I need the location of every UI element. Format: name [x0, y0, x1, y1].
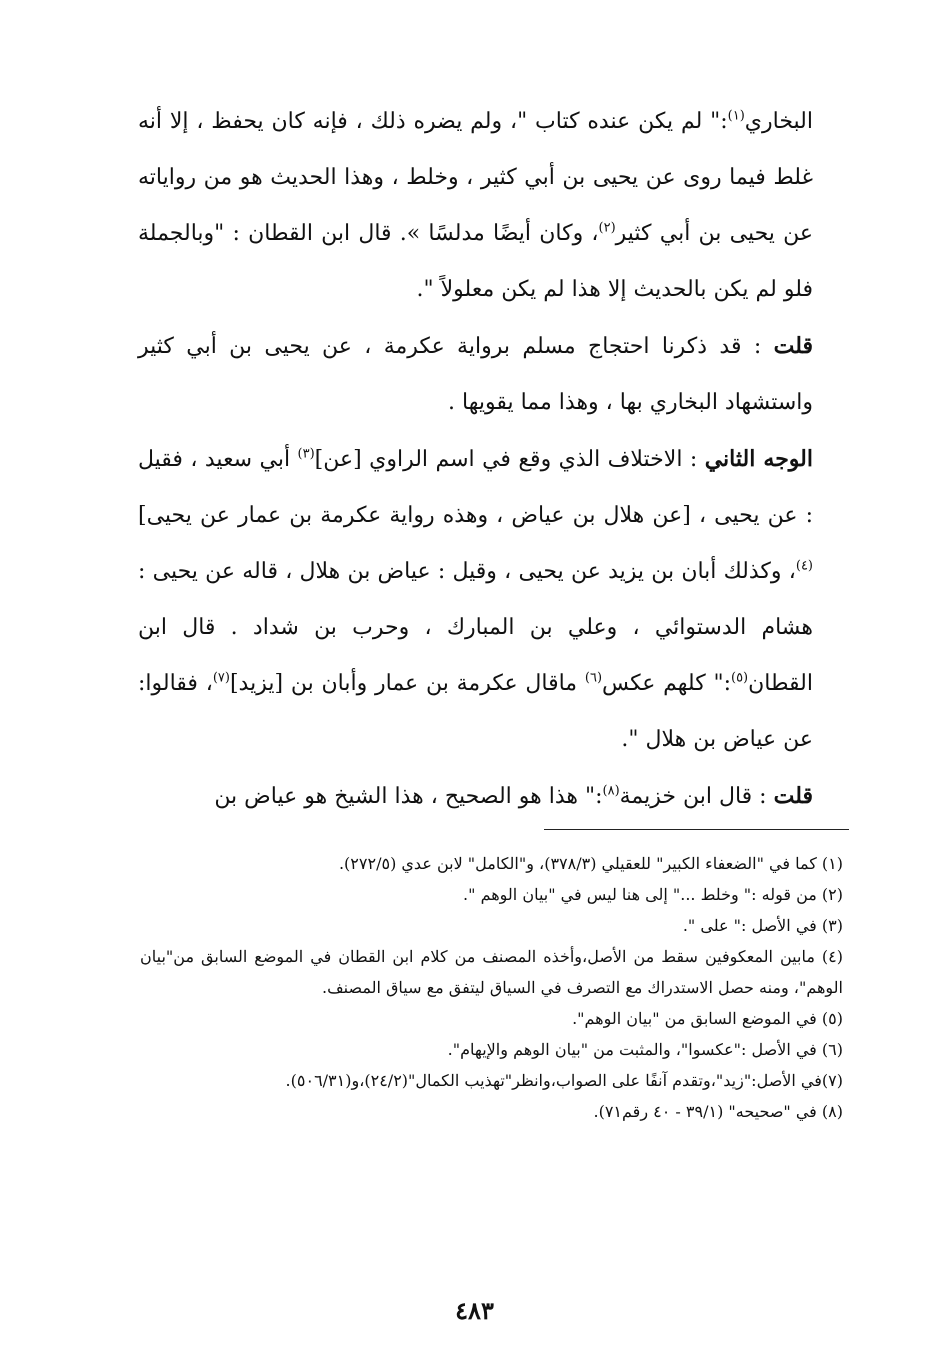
footnotes [140, 848, 843, 1127]
text-segment: ، وكذلك أبان بن يزيد عن يحيى ، وقيل : عياض بن هلال ، قاله عن يحيى : هشام الدستوائي ، وعلي بن المبارك ، وحرب بن شداد . قال ابن القطان [138, 559, 813, 696]
footnote-separator [544, 829, 849, 830]
text-segment: :" لم يكن عنده كتاب "، ولم يضره ذلك ، فإنه كان يحفظ ، إلا أنه غلط فيما روى عن يحيى بن أبي كثير ، وخلط ، وهذا الحديث هو من رواياته عن يحيى بن أبي كثير [138, 109, 813, 246]
footnote: (٨) في "صحيحه" (٣٩/١ - ٤٠ رقم٧١). [593, 1102, 843, 1121]
footnote: (٤) مابين المعكوفين سقط من الأصل،وأخذه المصنف من كلام ابن القطان في الموضع السابق من"بيان الوهم"، ومنه حصل الاستدراك مع التصرف في السياق ليتفق مع سياق المصنف. [140, 947, 843, 997]
body-paragraph [138, 431, 813, 768]
body-paragraph [138, 94, 813, 318]
body-paragraph [138, 768, 813, 825]
body-paragraph [138, 318, 813, 431]
footnote-reference: (١) [727, 108, 745, 124]
text-segment: ماقال عكرمة بن عمار وأبان بن [يزيد] [229, 671, 585, 696]
main-text [138, 94, 813, 825]
text-segment: ، وكان أيضًا مدلسًا ». قال ابن القطان : "وبالجملة فلو لم يكن بالحديث إلا هذا لم يكن معلولاً ". [138, 221, 813, 302]
footnote: (٦) في الأصل :"عكسوا"، والمثبت من "بيان الوهم والإيهام". [447, 1040, 843, 1059]
footnote-reference: (٥) [730, 670, 749, 686]
footnote: (٣) في الأصل :" على ". [682, 916, 843, 935]
text-segment: : الاختلاف الذي وقع في اسم الراوي [عن] [314, 447, 705, 472]
text-segment: : قال ابن خزيمة [619, 784, 774, 809]
footnote-reference: (٢) [598, 220, 616, 236]
footnote-reference: (٨) [602, 783, 620, 799]
footnote: (٧)في الأصل:"زيد"،وتقدم آنفًا على الصواب،وانظر"تهذيب الكمال"(٢٤/٢)،و(٥٠٦/٣١). [285, 1071, 843, 1090]
footnote: (٢) من قوله :" وخلط ..." إلى هنا ليس في "بيان الوهم ". [463, 885, 843, 904]
footnote-reference: (٣) [297, 446, 315, 462]
text-segment: : قد ذكرنا احتجاج مسلم برواية عكرمة ، عن يحيى بن أبي كثير واستشهاد البخاري بها ، وهذا مما يقويها . [138, 334, 813, 415]
paragraph-lead: الوجه الثاني [704, 446, 813, 472]
page-number: ٤٨٣ [455, 1296, 494, 1325]
text-segment: ، فقالوا: عن عياض بن هلال ". [138, 671, 813, 752]
paragraph-lead: قلت [773, 333, 813, 359]
text-segment: البخاري [744, 109, 813, 134]
text-segment: أبي سعيد ، فقيل : عن يحيى ، [عن هلال بن عياض ، وهذه رواية عكرمة بن عمار عن يحيى] [138, 447, 813, 528]
paragraph-lead: قلت [773, 783, 813, 809]
footnote-reference: (٦) [584, 670, 603, 686]
footnote-reference: (٧) [212, 670, 230, 686]
text-segment: :" هذا هو الصحيح ، هذا الشيخ هو عياض بن [214, 784, 603, 809]
footnote: (٥) في الموضع السابق من "بيان الوهم". [572, 1009, 843, 1028]
text-segment: :" كلهم عكس [602, 671, 731, 696]
footnote-reference: (٤) [795, 558, 813, 574]
footnote: (١) كما في "الضعفاء الكبير" للعقيلي (٣٧٨/٣)، و"الكامل" لابن عدي (٢٧٢/٥). [338, 854, 843, 873]
